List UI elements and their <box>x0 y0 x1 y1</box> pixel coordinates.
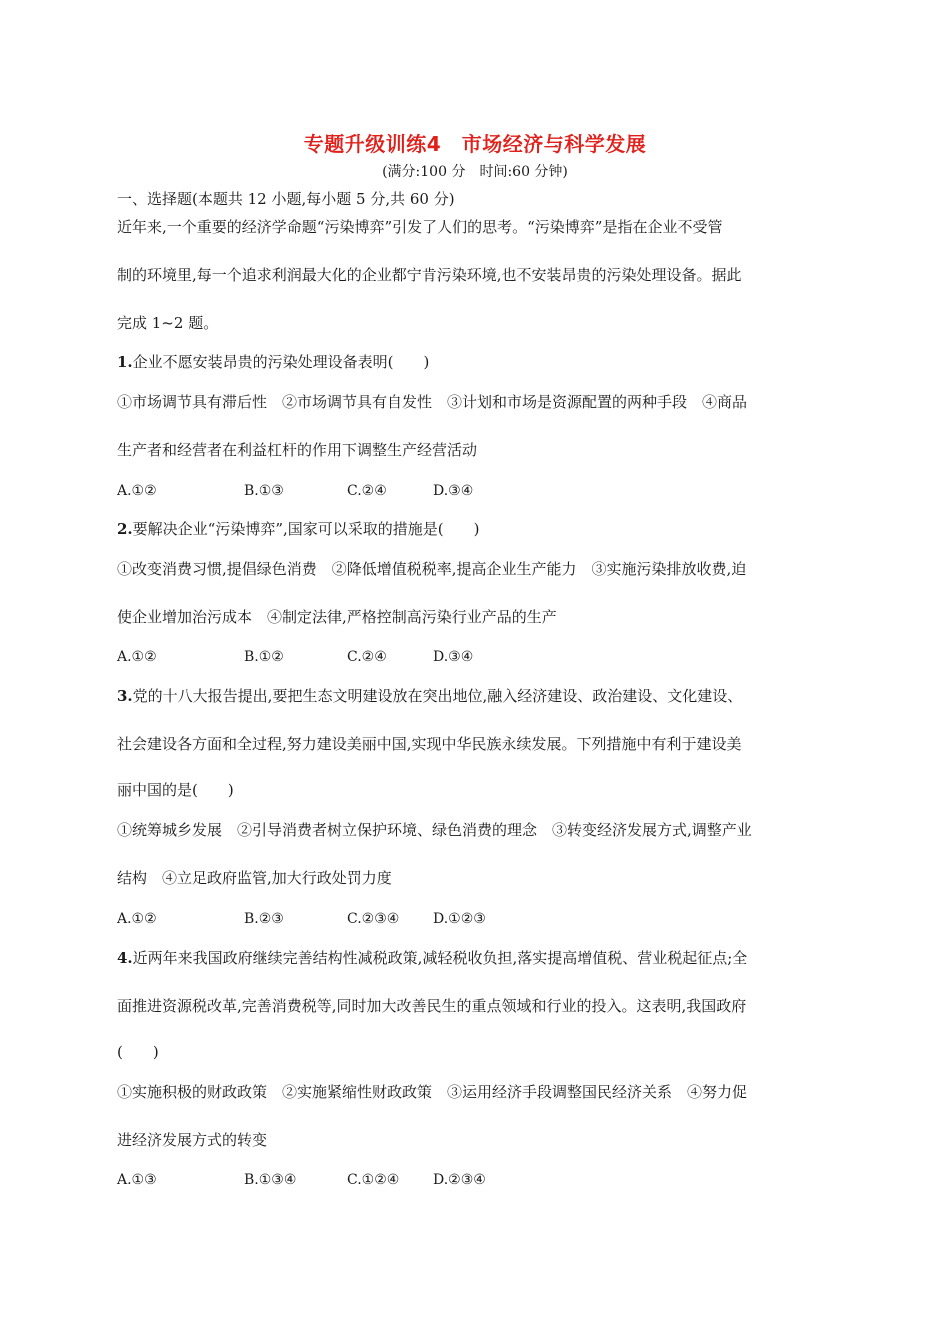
question-4-items-line-1: ①实施积极的财政政策 ②实施紧缩性财政政策 ③运用经济手段调整国民经济关系 ④努力促 <box>117 1083 748 1101</box>
question-number: 3. <box>117 687 133 705</box>
option-d[interactable]: D.③④ <box>433 483 474 499</box>
option-a[interactable]: A.①② <box>117 911 157 927</box>
option-d[interactable]: D.③④ <box>433 649 474 665</box>
intro-line-3: 完成 1~2 题。 <box>117 314 219 332</box>
option-b[interactable]: B.①③ <box>244 483 284 499</box>
question-3-stem-line-3: 丽中国的是( ) <box>117 781 234 799</box>
section-heading: 一、选择题(本题共 12 小题,每小题 5 分,共 60 分) <box>117 190 455 208</box>
option-b[interactable]: B.①③④ <box>244 1172 297 1188</box>
question-3-items-line-2: 结构 ④立足政府监管,加大行政处罚力度 <box>117 869 392 887</box>
question-2-items-line-1: ①改变消费习惯,提倡绿色消费 ②降低增值税税率,提高企业生产能力 ③实施污染排放收费,迫 <box>117 560 747 578</box>
question-3-stem-line-1 <box>117 686 742 706</box>
question-text: 近两年来我国政府继续完善结构性减税政策,减轻税收负担,落实提高增值税、营业税起征点;全 <box>132 949 748 967</box>
question-1-stem <box>117 352 429 372</box>
question-4-items-line-2: 进经济发展方式的转变 <box>117 1131 268 1149</box>
question-text: 要解决企业“污染博弈”,国家可以采取的措施是( ) <box>132 520 480 538</box>
question-2-items-line-2: 使企业增加治污成本 ④制定法律,严格控制高污染行业产品的生产 <box>117 608 557 626</box>
option-d[interactable]: D.①②③ <box>433 911 486 927</box>
option-c[interactable]: C.②③④ <box>347 911 400 927</box>
question-1-items-line-2: 生产者和经营者在利益杠杆的作用下调整生产经营活动 <box>117 441 478 459</box>
option-d[interactable]: D.②③④ <box>433 1172 486 1188</box>
question-number: 2. <box>117 520 133 538</box>
page-title: 专题升级训练4 市场经济与科学发展 <box>303 132 647 156</box>
question-4-stem-line-3: ( ) <box>117 1043 159 1061</box>
question-text: 企业不愿安装昂贵的污染处理设备表明( ) <box>132 353 430 371</box>
option-a[interactable]: A.①② <box>117 483 157 499</box>
question-4-stem-line-1 <box>117 948 747 968</box>
option-c[interactable]: C.②④ <box>347 649 387 665</box>
intro-line-2: 制的环境里,每一个追求利润最大化的企业都宁肯污染环境,也不安装昂贵的污染处理设备。据此 <box>117 266 742 284</box>
option-b[interactable]: B.②③ <box>244 911 284 927</box>
exam-meta: (满分:100 分 时间:60 分钟) <box>382 164 568 180</box>
question-text: 党的十八大报告提出,要把生态文明建设放在突出地位,融入经济建设、政治建设、文化建设、 <box>132 687 743 705</box>
option-b[interactable]: B.①② <box>244 649 284 665</box>
intro-line-1: 近年来,一个重要的经济学命题“污染博弈”引发了人们的思考。“污染博弈”是指在企业不受管 <box>117 218 723 236</box>
question-3-items-line-1: ①统筹城乡发展 ②引导消费者树立保护环境、绿色消费的理念 ③转变经济发展方式,调整产业 <box>117 821 752 839</box>
question-number: 4. <box>117 949 133 967</box>
option-a[interactable]: A.①③ <box>117 1172 157 1188</box>
question-1-items-line-1: ①市场调节具有滞后性 ②市场调节具有自发性 ③计划和市场是资源配置的两种手段 ④商品 <box>117 393 748 411</box>
option-c[interactable]: C.①②④ <box>347 1172 400 1188</box>
question-3-stem-line-2: 社会建设各方面和全过程,努力建设美丽中国,实现中华民族永续发展。下列措施中有利于建设美 <box>117 735 742 753</box>
question-2-stem <box>117 519 479 539</box>
option-a[interactable]: A.①② <box>117 649 157 665</box>
question-number: 1. <box>117 353 133 371</box>
option-c[interactable]: C.②④ <box>347 483 387 499</box>
question-4-stem-line-2: 面推进资源税改革,完善消费税等,同时加大改善民生的重点领域和行业的投入。这表明,我国政府 <box>117 997 747 1015</box>
